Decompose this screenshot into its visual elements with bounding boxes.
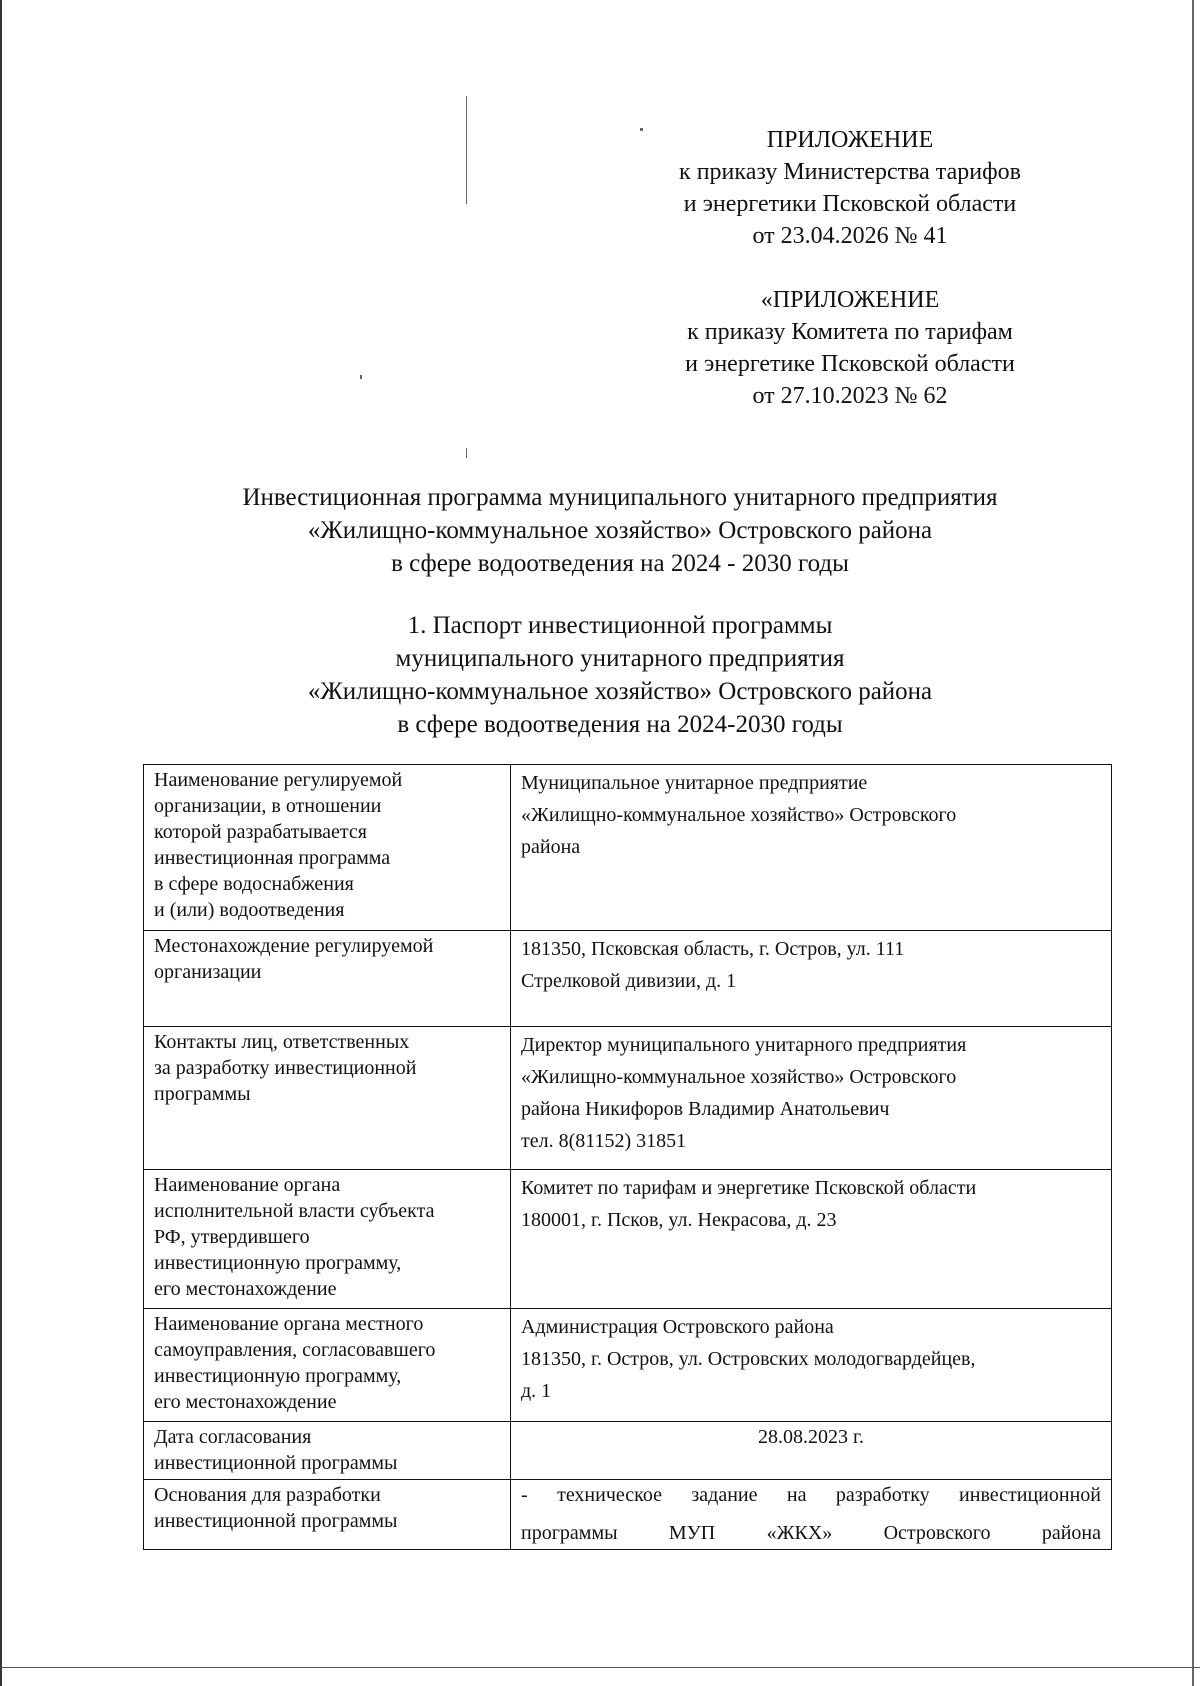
scan-edge-right — [1192, 0, 1194, 1686]
label-line: организации — [154, 961, 262, 983]
value-line: тел. 8(81152) 31851 — [521, 1130, 687, 1152]
document-title-line: «Жилищно-коммунальное хозяйство» Островского района — [307, 517, 933, 544]
row-label — [144, 1170, 511, 1309]
label-line: инвестиционную программу, — [154, 1252, 402, 1274]
appendix-current-heading: ПРИЛОЖЕНИЕ — [766, 127, 934, 153]
appendix-current-order: от 23.04.2026 № 41 — [752, 223, 948, 249]
scan-edge-left — [0, 0, 2, 1686]
document-title-line: в сфере водоотведения на 2024 - 2030 годы — [391, 550, 849, 577]
document-title-line: Инвестиционная программа муниципального унитарного предприятия — [242, 484, 998, 511]
label-line: Наименование органа местного — [154, 1313, 424, 1335]
section-title-line: в сфере водоотведения на 2024-2030 годы — [397, 711, 843, 738]
document-title — [140, 481, 1100, 580]
value-line: 181350, г. Остров, ул. Островских молодогвардейцев, — [521, 1348, 976, 1370]
table-row — [144, 765, 1112, 931]
value-line: д. 1 — [521, 1380, 552, 1402]
row-value — [511, 1170, 1112, 1309]
value-line: района Никифоров Владимир Анатольевич — [521, 1098, 890, 1120]
appendix-previous-heading: «ПРИЛОЖЕНИЕ — [760, 287, 940, 313]
scan-artifact — [466, 448, 467, 458]
value-line: Стрелковой дивизии, д. 1 — [521, 970, 737, 992]
section-title — [140, 609, 1100, 741]
appendix-previous-line: к приказу Комитета по тарифам — [687, 319, 1013, 345]
scan-artifact — [466, 96, 467, 204]
row-value — [511, 1422, 1112, 1480]
label-line: инвестиционную программу, — [154, 1365, 402, 1387]
row-label — [144, 1422, 511, 1480]
label-line: РФ, утвердившего — [154, 1226, 310, 1248]
label-line: в сфере водоснабжения — [154, 873, 354, 895]
value-line: Директор муниципального унитарного предприятия — [521, 1034, 967, 1056]
row-value — [511, 1027, 1112, 1170]
value-line: района — [521, 836, 581, 858]
scan-edge-bottom — [0, 1667, 1200, 1668]
row-label — [144, 1480, 511, 1550]
appendix-current-line: и энергетики Псковской области — [683, 191, 1017, 217]
value-line: - техническое задание на разработку инвестиционной — [521, 1484, 1101, 1506]
row-value — [511, 1480, 1112, 1550]
appendix-current-line: к приказу Министерства тарифов — [679, 159, 1021, 185]
label-line: инвестиционная программа — [154, 847, 391, 869]
value-line: Комитет по тарифам и энергетике Псковской области — [521, 1177, 977, 1199]
label-line: организации, в отношении — [154, 795, 382, 817]
row-label — [144, 765, 511, 931]
appendix-current — [630, 124, 1070, 252]
value-line: Муниципальное унитарное предприятие — [521, 772, 868, 794]
table-row — [144, 1309, 1112, 1422]
table-row — [144, 1027, 1112, 1170]
label-line: Контакты лиц, ответственных — [154, 1031, 410, 1053]
row-value — [511, 931, 1112, 1027]
label-line: исполнительной власти субъекта — [154, 1200, 435, 1222]
appendix-previous-order: от 27.10.2023 № 62 — [752, 383, 948, 409]
section-title-line: 1. Паспорт инвестиционной программы — [407, 612, 833, 639]
value-line: программы МУП «ЖКХ» Островского района — [521, 1522, 1101, 1544]
value-line: «Жилищно-коммунальное хозяйство» Островского — [521, 1066, 957, 1088]
section-title-line: муниципального унитарного предприятия — [395, 645, 845, 672]
label-line: его местонахождение — [154, 1391, 337, 1413]
row-label — [144, 1027, 511, 1170]
agreement-date: 28.08.2023 г. — [758, 1426, 864, 1448]
label-line: Местонахождение регулируемой — [154, 935, 434, 957]
label-line: Наименование регулируемой — [154, 769, 403, 791]
label-line: инвестиционной программы — [154, 1510, 398, 1532]
appendix-previous — [630, 284, 1070, 412]
value-line: «Жилищно-коммунальное хозяйство» Островского — [521, 804, 957, 826]
passport-table — [143, 764, 1112, 1550]
label-line: Дата согласования — [154, 1426, 312, 1448]
label-line: Наименование органа — [154, 1174, 341, 1196]
row-value — [511, 1309, 1112, 1422]
row-value — [511, 765, 1112, 931]
table-row — [144, 1170, 1112, 1309]
table-row — [144, 1480, 1112, 1550]
label-line: самоуправления, согласовавшего — [154, 1339, 436, 1361]
row-label — [144, 931, 511, 1027]
label-line: инвестиционной программы — [154, 1452, 398, 1474]
label-line: и (или) водоотведения — [154, 899, 345, 921]
table-row — [144, 1422, 1112, 1480]
value-line: 180001, г. Псков, ул. Некрасова, д. 23 — [521, 1209, 837, 1231]
scan-artifact — [360, 375, 362, 379]
label-line: программы — [154, 1083, 251, 1105]
value-line: 181350, Псковская область, г. Остров, ул. 111 — [521, 938, 905, 960]
section-title-line: «Жилищно-коммунальное хозяйство» Островского района — [307, 678, 933, 705]
row-label — [144, 1309, 511, 1422]
value-line: Администрация Островского района — [521, 1316, 834, 1338]
label-line: за разработку инвестиционной — [154, 1057, 417, 1079]
label-line: его местонахождение — [154, 1278, 337, 1300]
appendix-previous-line: и энергетике Псковской области — [685, 351, 1015, 377]
table-row — [144, 931, 1112, 1027]
label-line: которой разрабатывается — [154, 821, 367, 843]
label-line: Основания для разработки — [154, 1484, 381, 1506]
